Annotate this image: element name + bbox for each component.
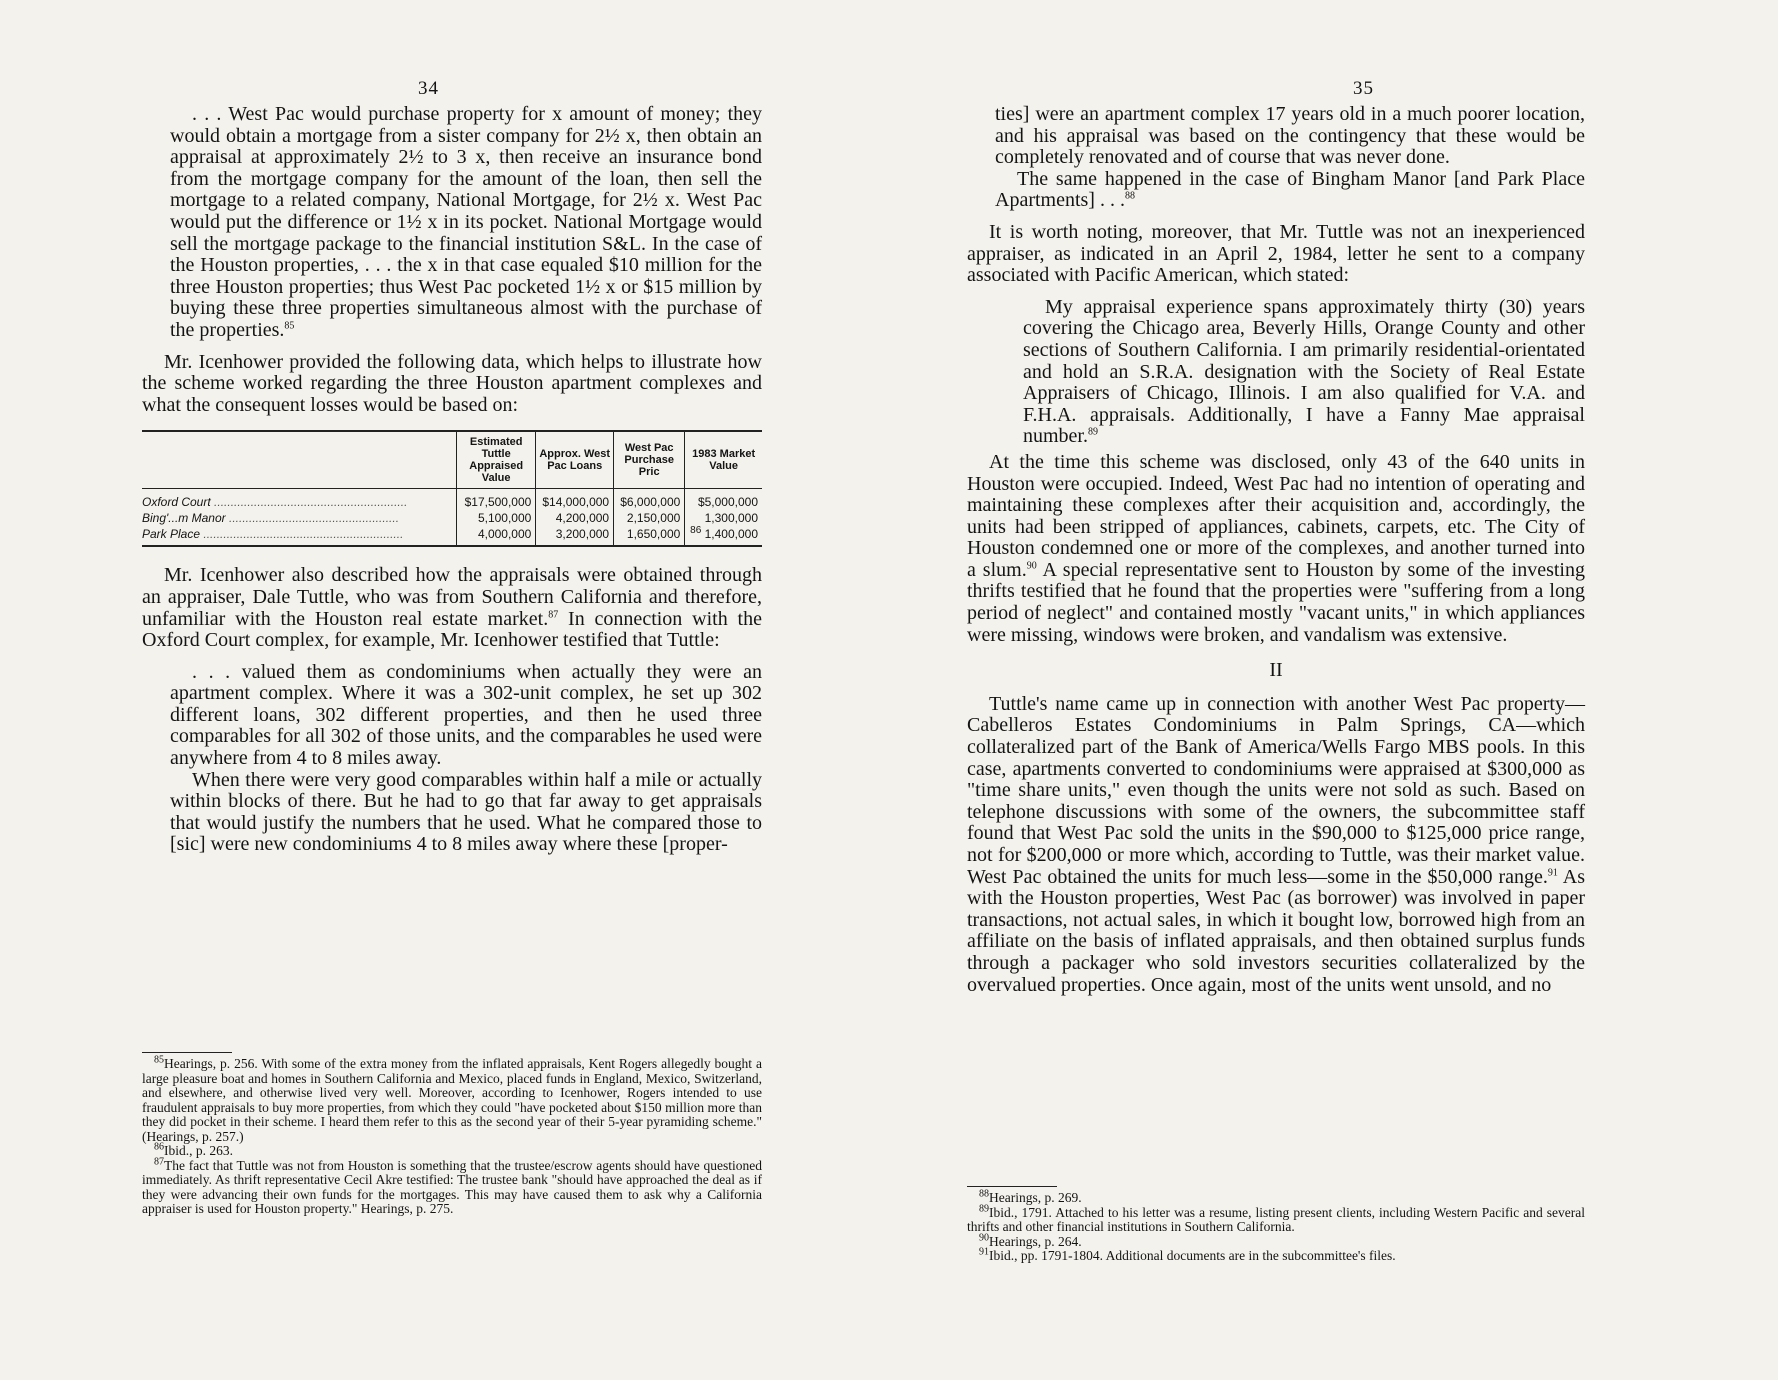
block-quote-bingham: The same happened in the case of Bingham Manor [and Park Place Apartments] . . .$^{88}$ [995, 167, 1585, 212]
table-row-name: Oxford Court [142, 495, 211, 510]
paragraph-icenhower-data: Mr. Icenhower provided the following data, which helps to illustrate how the scheme worked regarding the three Houston apartment complexes and what the consequent losses would be based on: [142, 350, 762, 416]
table-cell: 1,400,000 [704, 527, 758, 542]
right-footnotes [967, 1186, 1585, 1264]
table-cell: $5,000,000 [685, 489, 762, 511]
footnote-ref-85: 85 [284, 320, 295, 332]
section-heading: II [1269, 659, 1283, 682]
table-cell: $6,000,000 [614, 489, 685, 511]
block-quote-west-pac: . . . West Pac would purchase property for x amount of money; they would obtain a mortgage from a sister company for 2½ x, then obtain an appraisal at approximately 2½ to 3 x, then receive an insurance bond from the mortgage company for the amount of the loan, then sell the mortgage to a related company, National Mortgage, for 2½ x. West Pac would put the difference or 1½ x in its pocket. National Mortgage would sell the mortgage package to the financial institution S&L. In the case of the Houston properties, . . . the x in that case equaled $10 million for the three Houston properties; thus West Pac pocketed 1½ x or $15 million by buying these three properties simultaneous almost with the purchase of the properties.$^{85}$ [170, 103, 762, 341]
footnote-ref-88: 88 [1124, 190, 1135, 202]
table-cell: 1,650,000 [614, 526, 685, 546]
table-header-market: 1983 Market Value [685, 431, 762, 489]
table-row-name: Park Place [142, 527, 201, 542]
table-cell: $17,500,000 [457, 489, 536, 511]
block-quote-condominiums: . . . valued them as condominiums when actually they were an apartment complex. Where it was a 302-unit complex, he set up 302 different loans, 302 different properties, and then he used three comparables for all 302 of those units, and the comparables he used were anywhere from 4 to 8 miles away. [170, 660, 762, 770]
right-column [967, 104, 1585, 996]
footnote-91: $^{91}$Ibid., pp. 1791-1804. Additional documents are in the subcommittee's files. [979, 1246, 1396, 1263]
table-cell: 3,200,000 [536, 526, 614, 546]
table-row: Oxford Court .......................................................... $17,500,000 $14,000,000 $6,000,000 $5,000,000 [142, 489, 762, 511]
footnote-ref-91: 91 [1547, 866, 1558, 878]
table-header-blank [142, 431, 457, 489]
paragraph-tuttle-experience: It is worth noting, moreover, that Mr. Tuttle was not an inexperienced appraiser, as indicated in an April 2, 1984, letter he sent to a company associated with Pacific American, which stated: [967, 220, 1585, 287]
page-number-left: 34 [418, 78, 439, 99]
footnote-rule [142, 1052, 232, 1053]
table-cell: $14,000,000 [536, 489, 614, 511]
table-cell: 4,000,000 [457, 526, 536, 546]
paragraph-appraisals: Mr. Icenhower also described how the appraisals were obtained through an appraiser, Dale Tuttle, who was from Southern California and therefore, unfamiliar with the Houston real estate market.$^{87}$ In connection with the Oxford Court complex, for example, Mr. Icenhower testified that Tuttle: [142, 564, 762, 652]
block-quote-continued: ties] were an apartment complex 17 years old in a much poorer location, and his appraisal was based on the contingency that these would be completely renovated and of course that was never done. [995, 103, 1585, 169]
footnote-86: $^{86}$Ibid., p. 263. [154, 1141, 233, 1158]
footnote-88: $^{88}$Hearings, p. 269. [979, 1188, 1082, 1205]
table-cell: 4,200,000 [536, 510, 614, 526]
left-footnotes [142, 1052, 762, 1217]
footnote-87: $^{87}$The fact that Tuttle was not from Houston is something that the trustee/escrow agents should have questioned immediately. As thrift representative Cecil Akre testified: The trustee bank "should have approached the deal as if they were advancing their own funds for the mortgages. This may have caused them to ask why a California appraiser is used for Houston property." Hearings, p. 275. [142, 1156, 762, 1216]
table-note-marker: 86 [690, 525, 702, 537]
footnote-85: $^{85}$Hearings, p. 256. With some of the extra money from the inflated appraisals, Kent Rogers allegedly bought a large pleasure boat and homes in Southern California and Mexico, placed funds in England, Mexico, Switzerland, and elsewhere, and otherwise lived very well. Moreover, according to Icenhower, Rogers intended to use fraudulent appraisals to buy more properties, from which they could "have pocketed about $150 million more than they did pocket in their scheme. I heard them refer to this as the second year of their 5-year pyramiding scheme." (Hearings, p. 257.) [142, 1054, 762, 1144]
page-number-right: 35 [1353, 78, 1374, 99]
footnote-rule [967, 1186, 1057, 1187]
table-row-name: Bing'...m Manor [142, 511, 226, 526]
footnote-ref-89: 89 [1088, 426, 1098, 438]
table-cell: 5,100,000 [457, 510, 536, 526]
paragraph-scheme-disclosed: At the time this scheme was disclosed, only 43 of the 640 units in Houston were occupied. Indeed, West Pac had no intention of operating and maintaining these complexes after their acquisition and, accordingly, the units had been stripped of appliances, cabinets, carpets, etc. The City of Houston condemned one or more of the complexes, and another turned into a slum.$^{90}$ A special representative sent to Houston by some of the investing thrifts testified that he found that the properties were "suffering from a long period of neglect" and contained mostly "vacant units," in which appliances were missing, windows were broken, and vandalism was extensive. [967, 450, 1585, 646]
left-column [142, 104, 762, 856]
block-quote-comparables: When there were very good comparables within half a mile or actually within blocks of there. But he had to go that far away to get appraisals that would justify the numbers that he used. What he compared those to [sic] were new condominiums 4 to 8 miles away where these [proper- [170, 768, 762, 856]
table-row: Park Place ............................................................ 4,000,000 3,200,000 1,650,000 $^{86}$ 1,400,000 [142, 526, 762, 546]
footnote-ref-90: 90 [1026, 560, 1037, 572]
table-header-loans: Approx. West Pac Loans [536, 431, 614, 489]
table-header-appraised: Estimated Tuttle Appraised Value [457, 431, 536, 489]
table-cell: 2,150,000 [614, 510, 685, 526]
footnote-90: $^{90}$Hearings, p. 264. [979, 1232, 1082, 1249]
footnote-89: $^{89}$Ibid., 1791. Attached to his letter was a resume, listing present clients, including Western Pacific and several thrifts and other financial institutions in Southern California. [967, 1203, 1585, 1234]
footnote-ref-87: 87 [548, 608, 559, 620]
table-header-purchase: West Pac Purchase Pric [614, 431, 685, 489]
paragraph-cabelleros: Tuttle's name came up in connection with another West Pac property—Cabelleros Estates Condominiums in Palm Springs, CA—which collateralized part of the Bank of America/Wells Fargo MBS pools. In this case, apartments converted to condominiums were appraised at $300,000 as "time share units," even though the units were not sold as such. Based on telephone discussions with some of the owners, the subcommittee staff found that West Pac sold the units in the $90,000 to $125,000 price range, not for $200,000 or more which, according to Tuttle, was their market value. West Pac obtained the units for much less—some in the $50,000 range.$^{91}$ As with the Houston properties, West Pac (as borrower) was involved in paper transactions, not actual sales, in which it bought low, borrowed high from an affiliate on the basis of inflated appraisals, and then obtained surplus funds through a packager who sold investors securities collateralized by the overvalued properties. Once again, most of the units went unsold, and no [967, 692, 1585, 996]
houston-properties-table [142, 430, 762, 547]
table-row: Bing'...m Manor ................................................... 5,100,000 4,200,000 2,150,000 1,300,000 [142, 510, 762, 526]
table-cell: 1,300,000 [685, 510, 762, 526]
block-quote-tuttle-letter: My appraisal experience spans approximately thirty (30) years covering the Chicago area, Beverly Hills, Orange County and other sections of Southern California. I am primarily residential-orientated and hold an S.R.A. designation with the Society of Real Estate Appraisers of Chicago, Illinois. I am also qualified for V.A. and F.H.A. appraisals. Additionally, I have a Fanny Mae appraisal number.$^{89}$ [1023, 295, 1585, 448]
table-header-row [142, 431, 762, 489]
